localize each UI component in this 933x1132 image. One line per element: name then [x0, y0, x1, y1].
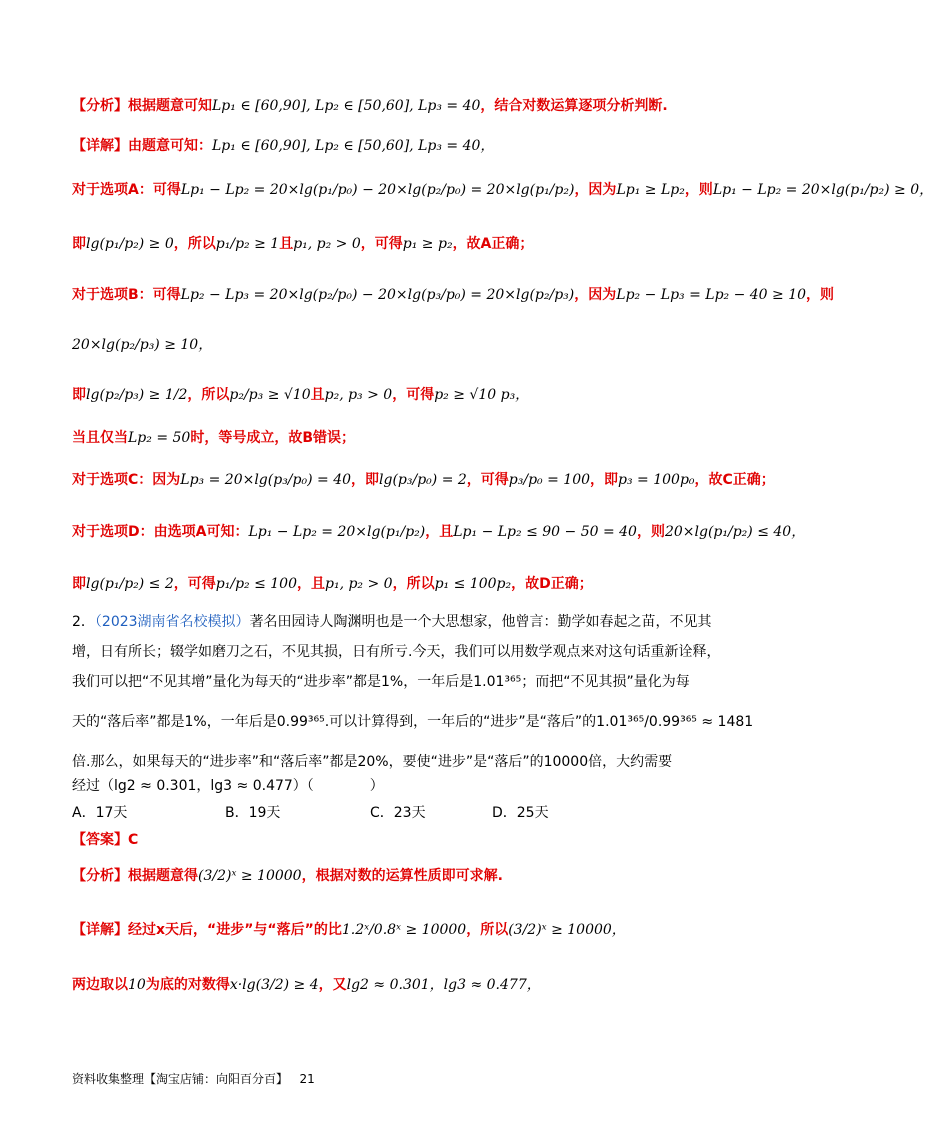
formula: Lp₁ ∈ [60,90], Lp₂ ∈ [50,60], Lp₃ = 40，: [212, 138, 495, 154]
answer-line: 【答案】C: [72, 832, 139, 848]
formula: Lp₂ − Lp₃ = 20×lg(p₂/p₀) − 20×lg(p₃/p₀) = 20×lg(p₂/p₃): [180, 287, 575, 303]
question-text: 著名田园诗人陶渊明也是一个大思想家，他曾言：勤学如春起之苗，不见其: [249, 614, 712, 630]
formula: p₂/p₃ ≥ √10: [229, 387, 311, 403]
solution-text: ，即: [590, 472, 619, 488]
formula: Lp₂ − Lp₃ = Lp₂ − 40 ≥ 10: [616, 287, 807, 303]
solution-line: [72, 428, 740, 448]
formula: p₂, p₃ > 0: [324, 387, 393, 403]
solution-text: ，所以: [392, 576, 435, 592]
solution-text: ，且: [297, 576, 325, 592]
last-formula-2: x·lg(3/2) ≥ 4: [229, 977, 319, 993]
detail-formula-1: 1.2ˣ/0.8ˣ ≥ 10000: [341, 922, 467, 938]
solution-line: [72, 234, 740, 254]
formula: lg(p₂/p₃) ≥ 1/2: [86, 387, 188, 403]
formula: p₁/p₂ ≤ 100: [215, 576, 297, 592]
formula: p₃/p₀ = 100: [508, 472, 591, 488]
formula: 20×lg(p₁/p₂) ≤ 40，: [664, 524, 806, 540]
last-text-1: 两边取以: [72, 977, 128, 993]
option-c: C．23天: [370, 805, 426, 821]
solution-text: ，可得: [466, 472, 509, 488]
detail-line: [72, 920, 740, 940]
formula: p₁, p₂ > 0: [293, 236, 361, 252]
solution-text: 当且仅当: [72, 430, 128, 446]
question-source: （2023湖南省名校模拟）: [94, 614, 250, 630]
question-number: 2．: [72, 614, 95, 630]
solution-line: [72, 385, 740, 405]
solution-text: ，结合对数运算逐项分析判断.: [480, 98, 668, 114]
solution-text: ，可得: [173, 576, 216, 592]
solution-text: 且: [279, 236, 294, 252]
solution-text: ，则: [684, 182, 713, 198]
solution-text: 对于选项C：因为: [72, 472, 181, 488]
analysis-line: [72, 866, 740, 886]
last-text-3: ，又: [318, 977, 347, 993]
solution-text: 即: [72, 387, 86, 403]
solution-text: ，可得: [360, 236, 403, 252]
formula: lg(p₁/p₂) ≥ 0: [86, 236, 174, 252]
option-b: B．19天: [225, 805, 281, 821]
formula: p₁/p₂ ≥ 1: [215, 236, 280, 252]
last-formula-3: lg2 ≈ 0.301，lg3 ≈ 0.477，: [346, 977, 541, 993]
question-2-line-6: 经过（lg2 ≈ 0.301，lg3 ≈ 0.477）（ ）: [72, 778, 384, 794]
solution-line: [72, 96, 740, 116]
formula: p₃ = 100p₀: [618, 472, 695, 488]
formula: Lp₂ = 50: [128, 430, 191, 446]
solution-text: 对于选项B：可得: [72, 287, 181, 303]
solution-text: ，所以: [187, 387, 230, 403]
solution-text: 即: [72, 576, 86, 592]
solution-text: 对于选项A：可得: [72, 182, 181, 198]
formula: p₂ ≥ √10 p₃，: [434, 387, 530, 403]
analysis-text: ，根据对数的运算性质即可求解.: [301, 868, 503, 884]
solution-text: 且: [310, 387, 325, 403]
footer-text: 资料收集整理【淘宝店铺：向阳百分百】: [72, 1072, 289, 1086]
solution-text: ，则: [636, 524, 665, 540]
page-number: 21: [299, 1072, 315, 1086]
formula: lg(p₁/p₂) ≤ 2: [86, 576, 174, 592]
option-d: D．25天: [492, 805, 549, 821]
solution-text: ，即: [351, 472, 380, 488]
solution-text: ，因为: [574, 182, 617, 198]
formula: Lp₁ − Lp₂ = 20×lg(p₁/p₂): [248, 524, 426, 540]
formula: Lp₁ ≥ Lp₂: [616, 182, 685, 198]
last-text-2: 为底的对数得: [145, 977, 230, 993]
solution-text: ，所以: [173, 236, 216, 252]
solution-line: [72, 470, 775, 490]
formula: 20×lg(p₂/p₃) ≥ 10，: [72, 337, 213, 353]
detail-label: 【详解】经过x天后，“进步”与“落后”的比: [72, 922, 342, 938]
formula: Lp₁ − Lp₂ = 20×lg(p₁/p₂) ≥ 0，: [712, 182, 933, 198]
question-2-line-3: 我们可以把“不见其增”量化为每天的“进步率”都是1%，一年后是1.01³⁶⁵；而把“不见其损”量化为每: [72, 674, 690, 690]
analysis-formula: (3/2)ˣ ≥ 10000: [198, 868, 302, 884]
solution-text: ，故C正确；: [694, 472, 775, 488]
solution-text: 对于选项D：由选项A可知：: [72, 524, 249, 540]
solution-text: ，可得: [392, 387, 435, 403]
formula: Lp₁ − Lp₂ ≤ 90 − 50 = 40: [453, 524, 637, 540]
solution-line: [72, 574, 740, 594]
solution-text: ，故A正确；: [452, 236, 534, 252]
solution-text: 即: [72, 236, 86, 252]
question-2-line-2: 增，日有所长；辍学如磨刀之石，不见其损，日有所亏.今天，我们可以用数学观点来对这句话重新诠释，: [72, 644, 721, 660]
formula: Lp₃ = 20×lg(p₃/p₀) = 40: [180, 472, 352, 488]
formula: p₁ ≥ p₂: [402, 236, 453, 252]
formula: p₁ ≤ 100p₂: [434, 576, 512, 592]
question-2-line-5: 倍.那么，如果每天的“进步率”和“落后率”都是20%，要使“进步”是“落后”的10000倍，大约需要: [72, 754, 673, 770]
solution-text: 【分析】根据题意可知: [72, 98, 212, 114]
solution-line: [72, 136, 740, 156]
analysis-label: 【分析】根据题意得: [72, 868, 198, 884]
solution-text: 时，等号成立，故B错误；: [190, 430, 355, 446]
option-a: A．17天: [72, 805, 128, 821]
solution-text: ，故D正确；: [511, 576, 593, 592]
solution-line: [72, 285, 835, 305]
last-formula-1: 10: [128, 977, 146, 993]
solution-text: ，则: [806, 287, 835, 303]
formula: Lp₁ − Lp₂ = 20×lg(p₁/p₀) − 20×lg(p₂/p₀) = 20×lg(p₁/p₂): [180, 182, 575, 198]
detail-formula-2: (3/2)ˣ ≥ 10000，: [508, 922, 626, 938]
solution-text: 【详解】由题意可知：: [72, 138, 212, 154]
formula: Lp₁ ∈ [60,90], Lp₂ ∈ [50,60], Lp₃ = 40: [212, 98, 481, 114]
solution-line: [72, 180, 933, 200]
question-2-line-1: [72, 612, 740, 632]
formula: p₁, p₂ > 0: [325, 576, 393, 592]
last-line: [72, 975, 740, 995]
detail-text: ，所以: [466, 922, 509, 938]
solution-text: ，因为: [574, 287, 617, 303]
page-footer: [72, 1070, 315, 1087]
question-2-line-4: 天的“落后率”都是1%，一年后是0.99³⁶⁵.可以计算得到，一年后的“进步”是“落后”的1.01³⁶⁵/0.99³⁶⁵ ≈ 1481: [72, 714, 754, 730]
solution-line: [72, 522, 806, 542]
formula: lg(p₃/p₀) = 2: [379, 472, 467, 488]
solution-line: [72, 335, 740, 355]
solution-text: ，且: [425, 524, 454, 540]
